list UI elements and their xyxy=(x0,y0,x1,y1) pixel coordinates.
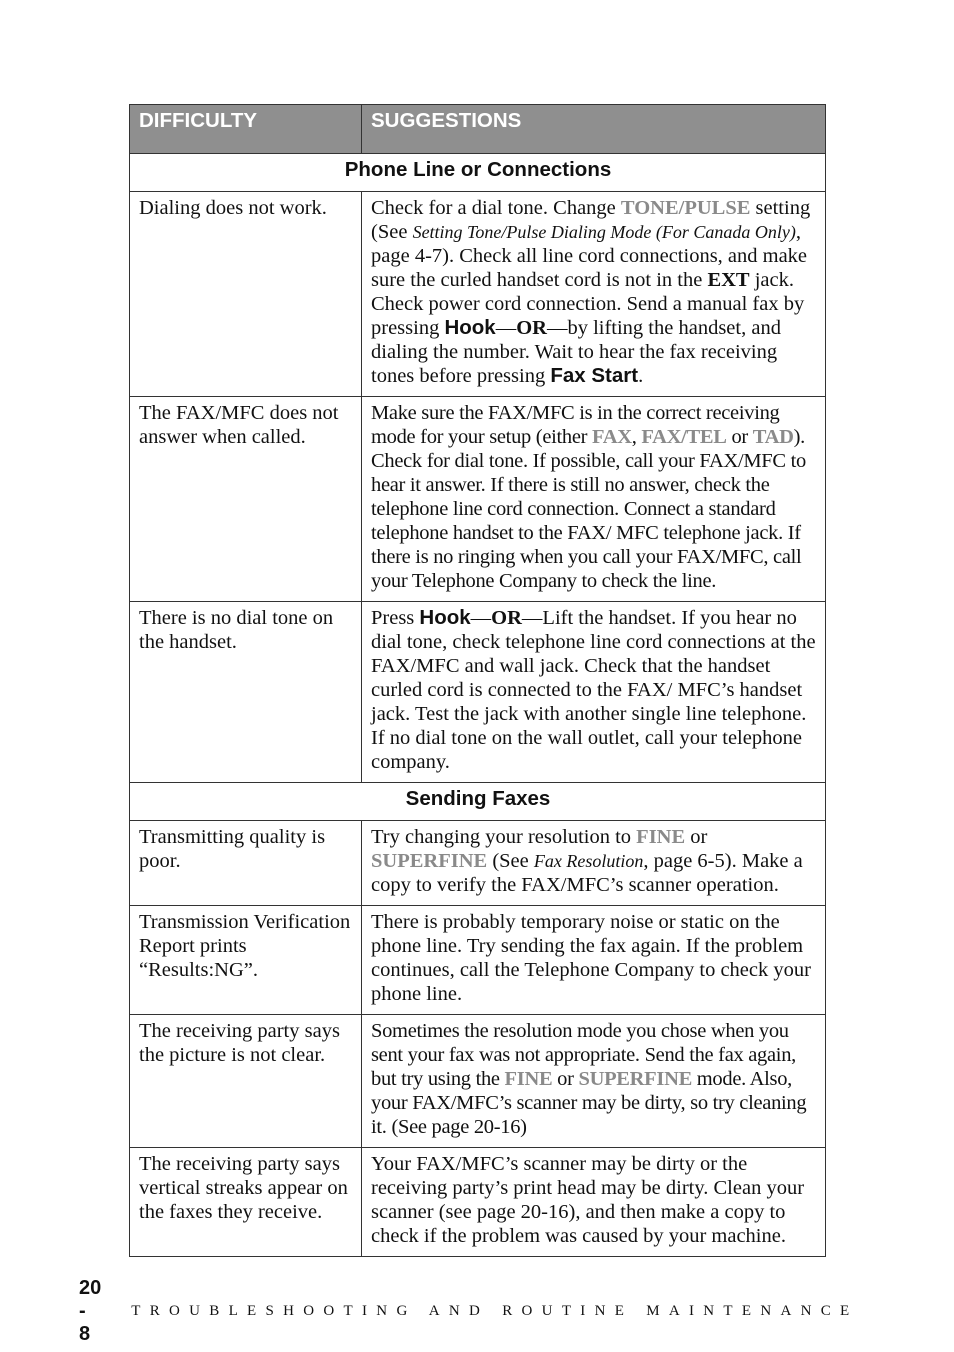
section-title-phone-line: Phone Line or Connections xyxy=(130,154,826,192)
section-title-sending-faxes: Sending Faxes xyxy=(130,783,826,821)
suggestion-text: —Lift the handset. If you hear no dial tone, check telephone line cord connections at the FAX/MFC and wall jack. Check that the handset curled cord is connected to the FAX/ MFC’s handset jack. Test the jack with another single line telephone. If no dial tone on the wall outlet, call your telephone company. xyxy=(371,607,816,773)
suggestion-text: or xyxy=(685,826,708,848)
keyword-superfine: SUPERFINE xyxy=(371,850,488,872)
keyword-fine: FINE xyxy=(504,1068,553,1090)
suggestion-text: , page 6-5). Make a copy to verify the FAX/MFC’s scanner operation. xyxy=(371,850,803,896)
suggestion-cell xyxy=(362,397,826,602)
suggestion-cell xyxy=(362,821,826,906)
label-ext: EXT xyxy=(707,269,750,291)
table-row xyxy=(130,602,826,783)
table-row xyxy=(130,192,826,397)
section-heading-row xyxy=(130,783,826,821)
page-footer xyxy=(79,1276,859,1345)
difficulty-cell: Transmitting quality is poor. xyxy=(130,821,362,906)
column-header-difficulty: DIFFICULTY xyxy=(130,105,362,154)
suggestion-text: ). Check for dial tone. If possible, call your FAX/MFC to hear it answer. If there is still no answer, check the telephone line cord connection. Connect a standard telephone handset to the FAX/ MFC telephone jack. If there is no ringing when you call your FAX/MFC, call your Telephone Company to check the line. xyxy=(371,426,806,592)
table-row xyxy=(130,1015,826,1148)
suggestion-text: —by lifting the handset, and dialing the number. Wait to hear the fax receiving tones before pressing xyxy=(371,317,781,387)
keyword-fax-tel: FAX/TEL xyxy=(641,426,727,448)
suggestion-text: , page 4-7). Check all line cord connections, and make sure the curled handset cord is not in the xyxy=(371,221,808,291)
suggestion-cell xyxy=(362,906,826,1015)
suggestion-cell xyxy=(362,1148,826,1257)
suggestion-text: mode. Also, your FAX/MFC’s scanner may be dirty, so try cleaning it. (See page 20-16) xyxy=(371,1068,807,1138)
label-or: OR xyxy=(516,317,547,339)
difficulty-cell: There is no dial tone on the handset. xyxy=(130,602,362,783)
keyword-tone-pulse: TONE/PULSE xyxy=(620,197,751,219)
key-hook: Hook xyxy=(444,316,496,339)
cross-reference: Setting Tone/Pulse Dialing Mode (For Canada Only) xyxy=(412,222,796,242)
suggestion-cell xyxy=(362,192,826,397)
suggestion-cell xyxy=(362,602,826,783)
difficulty-cell: The receiving party says the picture is not clear. xyxy=(130,1015,362,1148)
column-header-suggestions: SUGGESTIONS xyxy=(362,105,826,154)
cross-reference: Fax Resolution xyxy=(533,851,644,871)
suggestion-text: Make sure the FAX/MFC is in the correct receiving mode for your setup (either xyxy=(371,402,780,448)
suggestion-text: Press xyxy=(371,607,420,629)
chapter-title: TROUBLESHOOTING AND ROUTINE MAINTENANCE xyxy=(131,1302,859,1319)
suggestion-text: Sometimes the resolution mode you chose when you sent your fax was not appropriate. Send the fax again, but try using the xyxy=(371,1020,796,1090)
keyword-superfine: SUPERFINE xyxy=(578,1068,692,1090)
suggestion-text: or xyxy=(552,1068,579,1090)
suggestion-text: Try changing your resolution to xyxy=(371,826,637,848)
keyword-fine: FINE xyxy=(636,826,686,848)
suggestion-text: . xyxy=(638,365,644,387)
keyword-fax: FAX xyxy=(592,426,632,448)
suggestion-text: — xyxy=(470,607,492,629)
suggestion-text: or xyxy=(726,426,753,448)
difficulty-cell: Dialing does not work. xyxy=(130,192,362,397)
label-or: OR xyxy=(491,607,522,629)
troubleshooting-table xyxy=(129,104,826,1257)
suggestion-text: There is probably temporary noise or static on the phone line. Try sending the fax again. If the problem continues, call the Telephone Company to check your phone line. xyxy=(371,911,811,1005)
key-hook: Hook xyxy=(419,606,471,629)
suggestion-text: Your FAX/MFC’s scanner may be dirty or the receiving party’s print head may be dirty. Clean your scanner (see page 20-16), and then make a copy to check if the problem was caused by your machine. xyxy=(371,1153,805,1247)
section-heading-row xyxy=(130,154,826,192)
suggestion-text: setting (See xyxy=(371,197,811,243)
table-row xyxy=(130,906,826,1015)
difficulty-cell: The FAX/MFC does not answer when called. xyxy=(130,397,362,602)
suggestion-text: — xyxy=(495,317,517,339)
keyword-tad: TAD xyxy=(752,426,794,448)
suggestion-text: (See xyxy=(487,850,534,872)
difficulty-cell: The receiving party says vertical streaks appear on the faxes they receive. xyxy=(130,1148,362,1257)
suggestion-text: jack. Check power cord connection. Send a manual fax by pressing xyxy=(371,269,805,339)
table-row xyxy=(130,821,826,906)
difficulty-cell: Transmission Verification Report prints “Results:NG”. xyxy=(130,906,362,1015)
suggestion-text: Check for a dial tone. Change xyxy=(371,197,621,219)
table-row xyxy=(130,1148,826,1257)
suggestion-cell xyxy=(362,1015,826,1148)
suggestion-text: , xyxy=(631,426,642,448)
key-fax-start: Fax Start xyxy=(550,364,639,387)
table-header-row xyxy=(130,105,826,154)
table-row xyxy=(130,397,826,602)
page-number: 20 - 8 xyxy=(79,1276,102,1345)
